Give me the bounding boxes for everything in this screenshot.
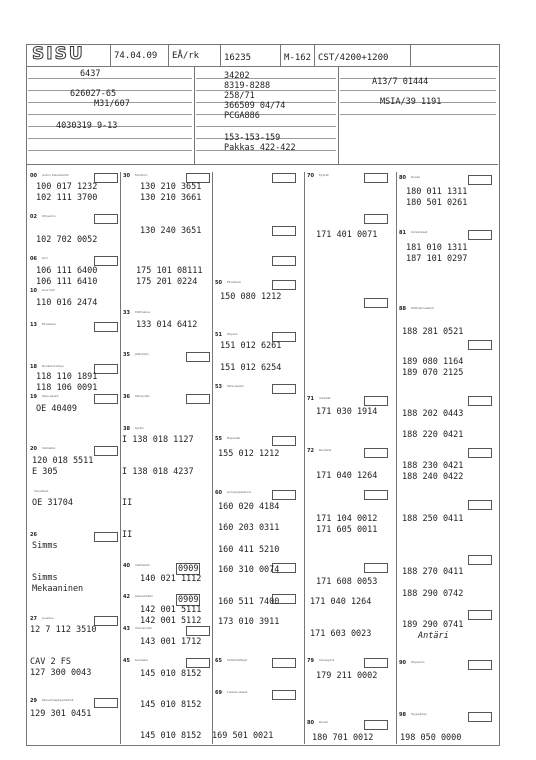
part-code: 171 603 0023: [310, 629, 372, 639]
info-left-2: 626027-65: [70, 89, 117, 99]
section-num: 33: [123, 310, 130, 316]
section-label: Jakolaatikko: [135, 594, 153, 598]
section-label: Varapyörä: [319, 658, 335, 662]
part-code: 142 001 5112: [140, 616, 202, 626]
part-code: 120 018 5511: [32, 456, 94, 466]
code-box: [468, 396, 492, 406]
section-label: Lisävarusteet: [227, 690, 248, 694]
code-box: [94, 214, 118, 224]
signature-cell: [168, 44, 221, 66]
part-code: 189 290 0741: [402, 620, 464, 630]
code-box: [272, 280, 296, 290]
section-label: Kiinnikkeet: [411, 230, 428, 234]
section-num: 20: [30, 446, 37, 452]
part-code: 171 104 0012: [316, 514, 378, 524]
section-label: Polttoainesäiliö: [411, 306, 434, 310]
part-code: 160 310 0074: [218, 565, 280, 575]
part-code: 130 210 3661: [140, 193, 202, 203]
section-label: Sähkölaitteet: [227, 658, 247, 662]
section-num: 80: [399, 175, 406, 181]
section-num: 00: [30, 173, 37, 179]
code-box: [94, 698, 118, 708]
part-code: 12 7 112 3510: [30, 625, 97, 635]
handwritten-note: Antäri: [418, 631, 449, 641]
code-box: [94, 173, 118, 183]
part-code: OE 40409: [36, 404, 77, 414]
part-code: 173 010 3911: [218, 617, 280, 627]
part-code: 142 001 5111: [140, 605, 202, 615]
model-value: CST/4200+1200: [318, 53, 389, 63]
section-label: Ohjaus: [227, 332, 238, 336]
code-box: [364, 720, 388, 730]
part-code: 160 020 4184: [218, 502, 280, 512]
info-mid-1: 34202: [224, 71, 250, 81]
header-row: [26, 44, 498, 67]
section-num: 06: [30, 256, 37, 262]
part-code: 180 701 0012: [312, 733, 374, 743]
part-code: 145 010 8152: [140, 731, 202, 741]
part-code: 150 080 1212: [220, 292, 282, 302]
date-value: 74.04.09: [114, 51, 158, 61]
type-value: M-162: [284, 53, 312, 63]
code-box: [364, 490, 388, 500]
part-code: 189 070 2125: [402, 368, 464, 378]
code-box: [272, 226, 296, 236]
section-label: Kytkin: [135, 426, 145, 430]
part-code: 106 111 6400: [36, 266, 98, 276]
part-code: II: [122, 530, 133, 540]
section-num: 36: [123, 394, 130, 400]
info-left-3: M31/607: [94, 99, 130, 109]
code-box: [94, 256, 118, 266]
part-code: 189 080 1164: [402, 357, 464, 367]
section-num: 19: [30, 394, 37, 400]
info-mid-3: 258/71: [224, 91, 255, 101]
part-code: Simms: [32, 573, 58, 583]
section-num: 29: [30, 698, 37, 704]
part-code: 110 016 2474: [36, 298, 98, 308]
code-box: [94, 616, 118, 626]
part-code: I 138 018 4237: [122, 467, 194, 477]
extra-cell: [410, 44, 498, 66]
code-box: 0909: [178, 595, 199, 605]
section-label: Jarrujärjestelmä: [227, 490, 251, 494]
section-label: Runko: [411, 175, 421, 179]
code-box: [272, 173, 296, 183]
code-box: [364, 173, 388, 183]
info-mid-5: PCGA886: [224, 111, 260, 121]
section-label: Tyyppikilpi: [411, 712, 427, 716]
section-label: Voimanotto: [135, 626, 153, 630]
part-code: 171 040 1264: [310, 597, 372, 607]
section-label: Auton tilaustiedot: [42, 173, 69, 177]
info-left-4: 4030319 9-13: [56, 121, 118, 131]
code-box: [186, 658, 210, 668]
number-value: 16235: [224, 53, 252, 63]
info-left-1: 6437: [80, 69, 101, 79]
section-label: Kuormat: [42, 288, 55, 292]
section-label: Varusteet: [34, 489, 49, 493]
code-box: [186, 394, 210, 404]
part-code: 171 608 0053: [316, 577, 378, 587]
section-label: Pakoputki: [135, 394, 150, 398]
part-code: 151 012 6261: [220, 341, 282, 351]
section-num: 50: [215, 280, 222, 286]
section-label: Vanteet: [319, 396, 331, 400]
part-code: I 138 018 1127: [122, 435, 194, 445]
part-code: 102 702 0052: [36, 235, 98, 245]
part-code: 188 281 0521: [402, 327, 464, 337]
part-code: 118 106 0091: [36, 383, 98, 393]
part-code: 127 300 0043: [30, 668, 92, 678]
model-cell: [314, 44, 411, 66]
section-label: Vetolaite: [42, 446, 56, 450]
part-code: 188 202 0443: [402, 409, 464, 419]
part-code: 145 010 8152: [140, 700, 202, 710]
section-num: 42: [123, 594, 130, 600]
part-code: 160 203 0311: [218, 523, 280, 533]
info-right-2: MSIA/39 1191: [380, 97, 442, 107]
section-label: Runko: [319, 720, 329, 724]
part-code: 188 240 0422: [402, 472, 464, 482]
part-code: 188 270 0411: [402, 567, 464, 577]
section-label: Pyörät: [319, 173, 329, 177]
section-num: 88: [399, 306, 406, 312]
part-code: 143 001 1712: [140, 637, 202, 647]
section-label: Taka-akseli: [227, 384, 244, 388]
section-label: Runkokiinnitys: [42, 364, 64, 368]
code-box: [468, 500, 492, 510]
section-label: Etuakseli: [42, 322, 56, 326]
number-cell: [220, 44, 281, 66]
code-box: [272, 436, 296, 446]
code-box: [272, 658, 296, 668]
section-num: 80: [307, 720, 314, 726]
section-num: 55: [215, 436, 222, 442]
info-right-1: A13/7 01444: [372, 77, 429, 87]
code-box: [272, 256, 296, 266]
date-cell: [110, 44, 169, 66]
section-label: Renkaat: [319, 448, 332, 452]
section-label: Kardaani: [135, 658, 149, 662]
code-box: [468, 610, 492, 620]
code-box: [364, 298, 388, 308]
section-num: 02: [30, 214, 37, 220]
part-code: 198 050 0000: [400, 733, 462, 743]
section-num: 98: [399, 712, 406, 718]
info-mid-4: 366509 04/74: [224, 101, 286, 111]
section-label: Vaihteisto: [135, 563, 150, 567]
part-code: 188 290 0742: [402, 589, 464, 599]
section-label: Polttoaine: [135, 310, 150, 314]
section-label: Jousitus: [42, 616, 54, 620]
code-box: [364, 563, 388, 573]
sisu-logo: SISU: [32, 44, 85, 64]
part-code: 106 111 6410: [36, 277, 98, 287]
section-num: 71: [307, 396, 314, 402]
part-code: 129 301 0451: [30, 709, 92, 719]
part-code: 118 110 1891: [36, 372, 98, 382]
section-num: 72: [307, 448, 314, 454]
part-code: 133 014 6412: [136, 320, 198, 330]
part-code: OE 31704: [32, 498, 73, 508]
section-label: Kori: [42, 256, 48, 260]
code-box: [468, 175, 492, 185]
part-code: 140 021 1112: [140, 574, 202, 584]
section-num: 53: [215, 384, 222, 390]
part-code: Mekaaninen: [32, 584, 84, 594]
part-code: 160 511 7400: [218, 597, 280, 607]
section-label: Taka-akseli: [42, 394, 59, 398]
section-label: Ohjaamo: [42, 214, 56, 218]
section-num: 40: [123, 563, 130, 569]
part-code: 145 010 8152: [140, 669, 202, 679]
part-code: 175 101 08111: [136, 266, 203, 276]
code-box: [364, 214, 388, 224]
code-box: [94, 364, 118, 374]
part-code: 130 210 3651: [140, 182, 202, 192]
code-box: [364, 448, 388, 458]
code-box: [272, 384, 296, 394]
code-box: [468, 448, 492, 458]
part-code: 175 201 0224: [136, 277, 198, 287]
section-num: 81: [399, 230, 406, 236]
part-code: 181 010 1311: [406, 243, 468, 253]
type-cell: [280, 44, 315, 66]
section-label: Paineilmajärjestelmä: [42, 698, 74, 702]
section-num: 27: [30, 616, 37, 622]
info-mid-7: Pakkas 422-422: [224, 143, 296, 153]
section-num: 69: [215, 690, 222, 696]
part-code: 188 220 0421: [402, 430, 464, 440]
part-code: 179 211 0002: [316, 671, 378, 681]
part-code: 171 030 1914: [316, 407, 378, 417]
part-code: II: [122, 498, 133, 508]
section-num: 70: [307, 173, 314, 179]
part-code: CAV 2 FS: [30, 657, 71, 667]
code-box: [468, 230, 492, 240]
part-code: 100 017 1232: [36, 182, 98, 192]
part-code: 160 411 5210: [218, 545, 280, 555]
signature-value: EÅ/rk: [172, 51, 200, 61]
part-code: 155 012 1212: [218, 449, 280, 459]
section-num: 18: [30, 364, 37, 370]
code-box: [94, 446, 118, 456]
code-box: [468, 712, 492, 722]
code-box: [468, 555, 492, 565]
section-num: 90: [399, 660, 406, 666]
code-box: [468, 340, 492, 350]
section-num: 26: [30, 532, 37, 538]
part-code: 171 401 0071: [316, 230, 378, 240]
section-label: Etuakseli: [227, 280, 241, 284]
code-box: [186, 352, 210, 362]
part-code: 130 240 3651: [140, 226, 202, 236]
part-code: 151 012 6254: [220, 363, 282, 373]
code-box: [468, 660, 492, 670]
code-box: [272, 490, 296, 500]
section-num: 79: [307, 658, 314, 664]
part-code: 169 501 0021: [212, 731, 274, 741]
code-box: 0909: [178, 564, 199, 574]
section-num: 51: [215, 332, 222, 338]
code-box: [94, 322, 118, 332]
section-num: 45: [123, 658, 130, 664]
part-code: 180 011 1311: [406, 187, 468, 197]
section-num: 10: [30, 288, 37, 294]
part-code: Simms: [32, 541, 58, 551]
part-code: 187 101 0297: [406, 254, 468, 264]
part-code: 171 605 0011: [316, 525, 378, 535]
section-label: Moottori: [135, 173, 148, 177]
part-code: E 305: [32, 467, 58, 477]
section-num: 43: [123, 626, 130, 632]
code-box: [272, 690, 296, 700]
part-code: 188 250 0411: [402, 514, 464, 524]
code-box: [364, 658, 388, 668]
section-num: 60: [215, 490, 222, 496]
part-code: 188 230 0421: [402, 461, 464, 471]
info-mid-6: 153-153-159: [224, 133, 281, 143]
code-box: [94, 394, 118, 404]
section-label: Ohjaamo: [411, 660, 425, 664]
code-box: [186, 626, 210, 636]
section-label: Jäähdytin: [135, 352, 150, 356]
logo-cell: [26, 44, 111, 66]
section-num: 38: [123, 426, 130, 432]
section-num: 35: [123, 352, 130, 358]
code-box: [364, 396, 388, 406]
section-num: 13: [30, 322, 37, 328]
section-num: 65: [215, 658, 222, 664]
info-mid-2: 8319-8288: [224, 81, 271, 91]
section-num: 30: [123, 173, 130, 179]
part-code: 171 040 1264: [316, 471, 378, 481]
code-box: [94, 532, 118, 542]
section-label: Napaväli: [227, 436, 241, 440]
part-code: 180 501 0261: [406, 198, 468, 208]
part-code: 102 111 3700: [36, 193, 98, 203]
